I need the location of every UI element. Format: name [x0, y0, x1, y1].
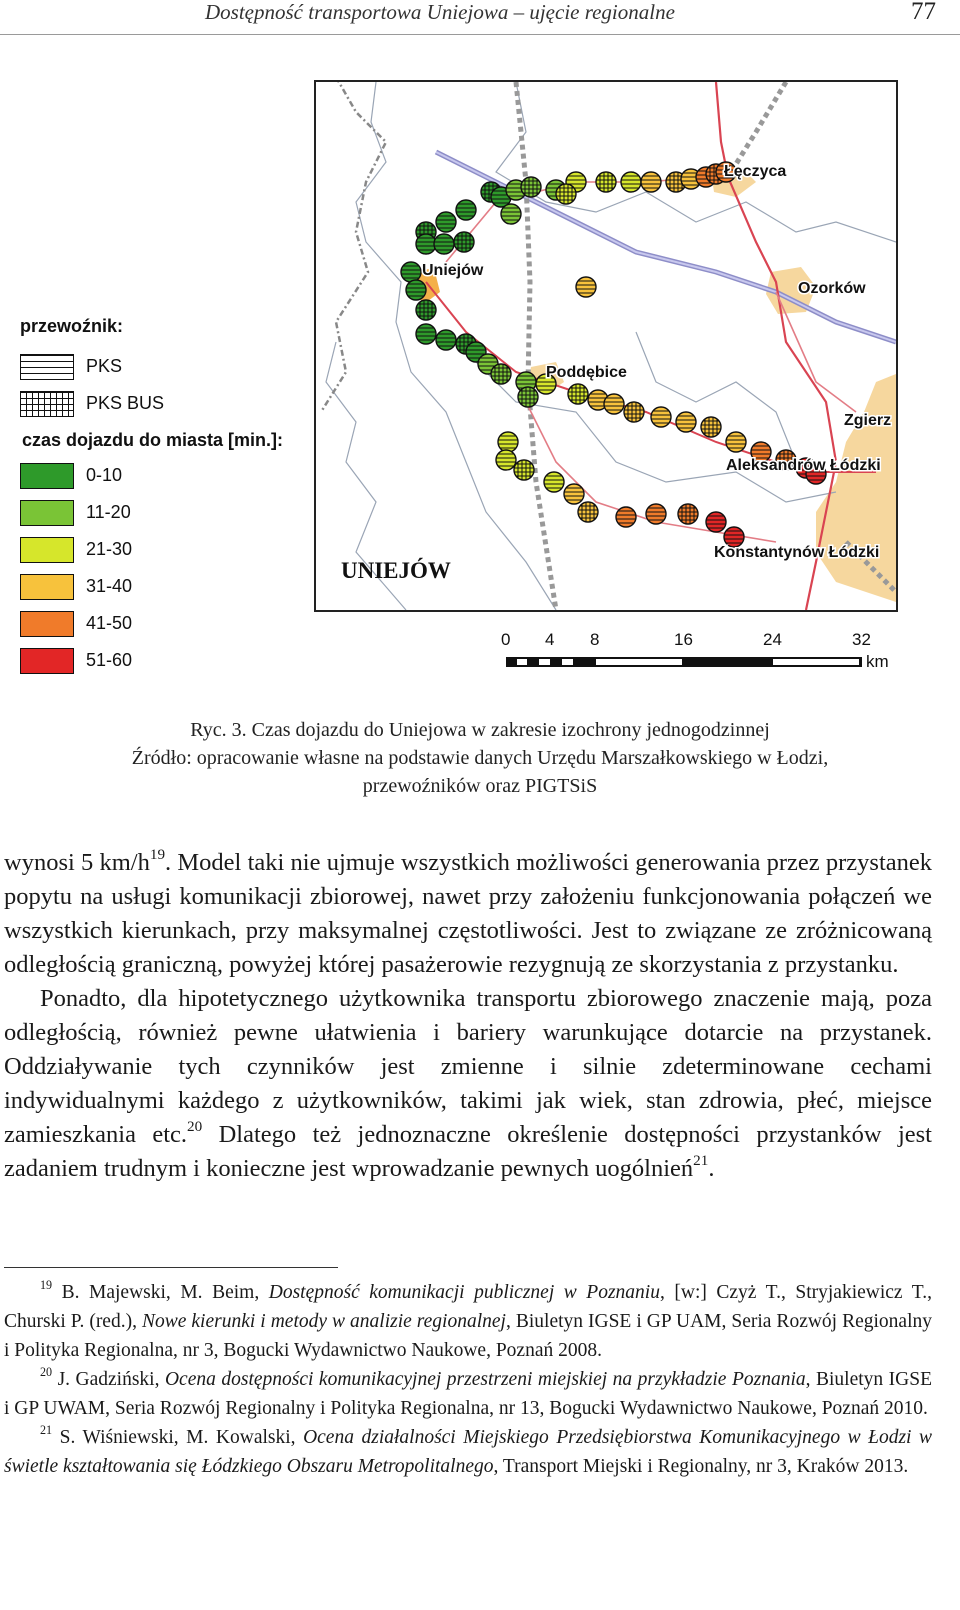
- map-place-label: Aleksandrów Łódzki: [726, 457, 881, 474]
- bus-stop-marker: [498, 432, 518, 452]
- text-run: , Transport Miejski i Regionalny, nr 3, Kraków 2013.: [493, 1456, 909, 1477]
- bus-stop-marker: [576, 277, 596, 297]
- legend-item-time-class: [20, 574, 320, 602]
- bus-stop-marker: [556, 184, 576, 204]
- cited-title: Nowe kierunki i metody w analizie regionalnej: [141, 1311, 506, 1332]
- bus-stop-marker: [496, 450, 516, 470]
- bus-stop-marker: [564, 484, 584, 504]
- footnote-number: 19: [40, 1277, 53, 1292]
- footnote-separator: [4, 1267, 338, 1268]
- legend-item-time-class: [20, 611, 320, 639]
- bus-stop-marker: [454, 232, 474, 252]
- text-run: . Model taki nie ujmuje wszystkich możliwości generowania przez przystanek popytu na usługi komunikacji zbiorowej, nawet przy założeniu funkcjonowania połączeń we wszystkich kierunkach, przy maksymalnej częstotliwości. Jest to związane ze zróżnicowaną odległością graniczną, powyżej której pasażerowie rezygnują ze skorzystania z przystanku.: [4, 849, 932, 978]
- cited-title: Dostępność komunikacji publicznej w Poznaniu: [268, 1282, 660, 1303]
- text-run: , Biuletyn IGSE i GP UWAM, Seria Rozwój Regionalny i Polityka Regionalna, nr 13, Bogucki Wydawnictwo Naukowe, Poznań 2010.: [4, 1369, 932, 1419]
- legend-label: 0-10: [86, 465, 123, 485]
- color-swatch: [20, 500, 74, 526]
- color-swatch: [20, 648, 74, 674]
- bus-stop-marker: [436, 330, 456, 350]
- color-swatch: [20, 574, 74, 600]
- color-swatch: [20, 611, 74, 637]
- map-place-label: Łęczyca: [724, 163, 787, 180]
- figure-source-continued: przewoźników oraz PIGTSiS: [362, 775, 598, 797]
- map-place-label: Uniejów: [422, 262, 484, 279]
- bus-stop-marker: [514, 460, 534, 480]
- bus-stop-marker: [436, 212, 456, 232]
- legend-item-time-class: [20, 537, 320, 565]
- legend-label: 21-30: [86, 539, 133, 559]
- scale-bar-segment: [773, 659, 859, 665]
- color-swatch: [20, 537, 74, 563]
- scale-bar-segment: [517, 659, 527, 665]
- footnote-number: 21: [40, 1422, 53, 1437]
- legend-item-pks-bus: [20, 391, 320, 419]
- expressway-under-construction: [516, 82, 556, 610]
- map-place-label: Konstantynów Łódzki: [714, 544, 880, 561]
- footnotes: [4, 1278, 932, 1481]
- scale-unit: km: [866, 652, 889, 671]
- footnote-ref: 21: [693, 1151, 709, 1169]
- scale-bar-segment: [596, 659, 682, 665]
- legend-item-time-class: [20, 500, 320, 528]
- legend-label: 31-40: [86, 576, 133, 596]
- bus-stop-marker: [491, 364, 511, 384]
- bus-stop-marker: [604, 394, 624, 414]
- legend-label: PKS BUS: [86, 393, 165, 413]
- scale-bar-segment: [562, 659, 573, 665]
- scale-tick-label: 24: [763, 630, 782, 649]
- bus-stop-marker: [544, 472, 564, 492]
- footnote-ref: 19: [149, 845, 166, 863]
- bus-stop-marker: [621, 172, 641, 192]
- bus-stops-layer: [401, 162, 826, 547]
- figure-source: Źródło: opracowanie własne na podstawie danych Urzędu Marszałkowskiego w Łodzi,: [131, 747, 829, 769]
- page-number: 77: [911, 0, 936, 25]
- bus-stop-marker: [578, 502, 598, 522]
- text-run: , Biuletyn IGSE i GP UAM, Seria Rozwój Regionalny i Polityka Regionalna, nr 3, Bogucki Wydawnictwo Naukowe, Poznań 2008.: [4, 1311, 932, 1361]
- bus-stop-marker: [676, 412, 696, 432]
- bus-stop-marker: [518, 387, 538, 407]
- legend-label: 51-60: [86, 650, 133, 670]
- map-place-label: Zgierz: [844, 412, 892, 429]
- scale-tick-label: 8: [590, 630, 600, 649]
- map-place-label: Poddębice: [546, 364, 627, 381]
- running-title: Dostępność transportowa Uniejowa – ujęcie regionalne: [205, 0, 675, 24]
- text-run: wynosi 5 km/h: [4, 849, 150, 876]
- legend-label: 41-50: [86, 613, 133, 633]
- footnote-number: 20: [40, 1364, 53, 1379]
- lodz-urban-area: [816, 372, 896, 602]
- bus-stop-marker: [646, 504, 666, 524]
- scale-bar: [498, 630, 918, 674]
- bus-stop-marker: [568, 384, 588, 404]
- commune-border: [496, 82, 896, 242]
- bus-stop-marker: [434, 234, 454, 254]
- scale-bar-graphic: [506, 656, 886, 670]
- cited-title: Ocena działalności Miejskiego Przedsiębiorstwa Komunikacyjnego w Łodzi w świetle kształtowania się Łódzkiego Obszaru Metropolitalnego: [4, 1427, 932, 1477]
- map-canvas: [316, 82, 896, 610]
- bus-stop-marker: [406, 280, 426, 300]
- map-title: UNIEJÓW: [341, 558, 451, 583]
- legend-item-time-class: [20, 648, 320, 676]
- bus-stop-marker: [416, 324, 436, 344]
- bus-stop-marker: [616, 507, 636, 527]
- bus-stop-marker: [641, 172, 661, 192]
- scale-tick-label: 32: [852, 630, 871, 649]
- legend-item-time-class: [20, 463, 320, 491]
- pks-bus-pattern-swatch: [20, 391, 74, 417]
- figure-caption: Ryc. 3. Czas dojazdu do Uniejowa w zakresie izochrony jednogodzinnej: [190, 719, 770, 741]
- scale-tick-label: 4: [545, 630, 555, 649]
- map-place-label: Ozorków: [798, 280, 866, 297]
- footnote-19: [4, 1278, 932, 1365]
- scale-tick-label: 16: [674, 630, 693, 649]
- bus-stop-marker: [624, 402, 644, 422]
- text-run: Ponadto, dla hipotetycznego użytkownika transportu zbiorowego znaczenie mają, poza odległością, również pewne ułatwienia i bariery warunkujące dotarcie na przystanek. Oddziaływanie tych czynników jest zmienne i silnie zdeterminowane cechami indywidualnymi każdego z użytkowników, takimi jak wiek, stan zdrowia, płeć, miejsce zamieszkania etc.: [4, 985, 932, 1148]
- isochrone-map: [314, 80, 898, 612]
- legend-label: PKS: [86, 356, 123, 376]
- scale-tick-label: 0: [501, 630, 511, 649]
- text-run: J. Gadziński,: [52, 1369, 165, 1390]
- bus-stop-marker: [401, 262, 421, 282]
- scale-bar-segment: [539, 659, 550, 665]
- bus-stop-marker: [416, 300, 436, 320]
- bus-stop-marker: [521, 177, 541, 197]
- legend-label: 11-20: [86, 502, 131, 522]
- bus-stop-marker: [596, 172, 616, 192]
- bus-stop-marker: [678, 504, 698, 524]
- paragraph: [4, 982, 932, 1186]
- footnote-21: [4, 1423, 932, 1481]
- body-text: [4, 846, 932, 1186]
- footnote-ref: 20: [187, 1117, 203, 1135]
- bus-stop-marker: [706, 512, 726, 532]
- text-run: Dlatego też jednoznaczne określenie dostępności przystanków jest zadaniem trudnym i konieczne jest wprowadzanie pewnych uogólnień: [4, 1121, 932, 1182]
- cited-title: Ocena dostępności komunikacyjnej przestrzeni miejskiej na przykładzie Poznania: [164, 1369, 806, 1390]
- color-swatch: [20, 463, 74, 489]
- text-run: S. Wiśniewski, M. Kowalski,: [52, 1427, 304, 1448]
- footnote-20: [4, 1365, 932, 1423]
- bus-stop-marker: [651, 407, 671, 427]
- bus-stop-marker: [416, 234, 436, 254]
- paragraph: [4, 846, 932, 982]
- legend-item-pks: [20, 354, 320, 382]
- legend-carrier-heading: przewoźnik:: [20, 316, 124, 336]
- text-run: , [w:] Czyż T., Stryjakiewicz T., Churski P. (red.),: [4, 1282, 932, 1332]
- expressway-north: [731, 82, 786, 172]
- bus-stop-marker: [501, 204, 521, 224]
- running-header: [0, 0, 960, 35]
- pks-pattern-swatch: [20, 354, 74, 380]
- text-run: B. Majewski, M. Beim,: [52, 1282, 269, 1303]
- bus-stop-marker: [726, 432, 746, 452]
- bus-stop-marker: [456, 200, 476, 220]
- bus-stop-marker: [701, 417, 721, 437]
- text-run: .: [708, 1155, 715, 1182]
- legend-time-heading: czas dojazdu do miasta [min.]:: [22, 430, 284, 450]
